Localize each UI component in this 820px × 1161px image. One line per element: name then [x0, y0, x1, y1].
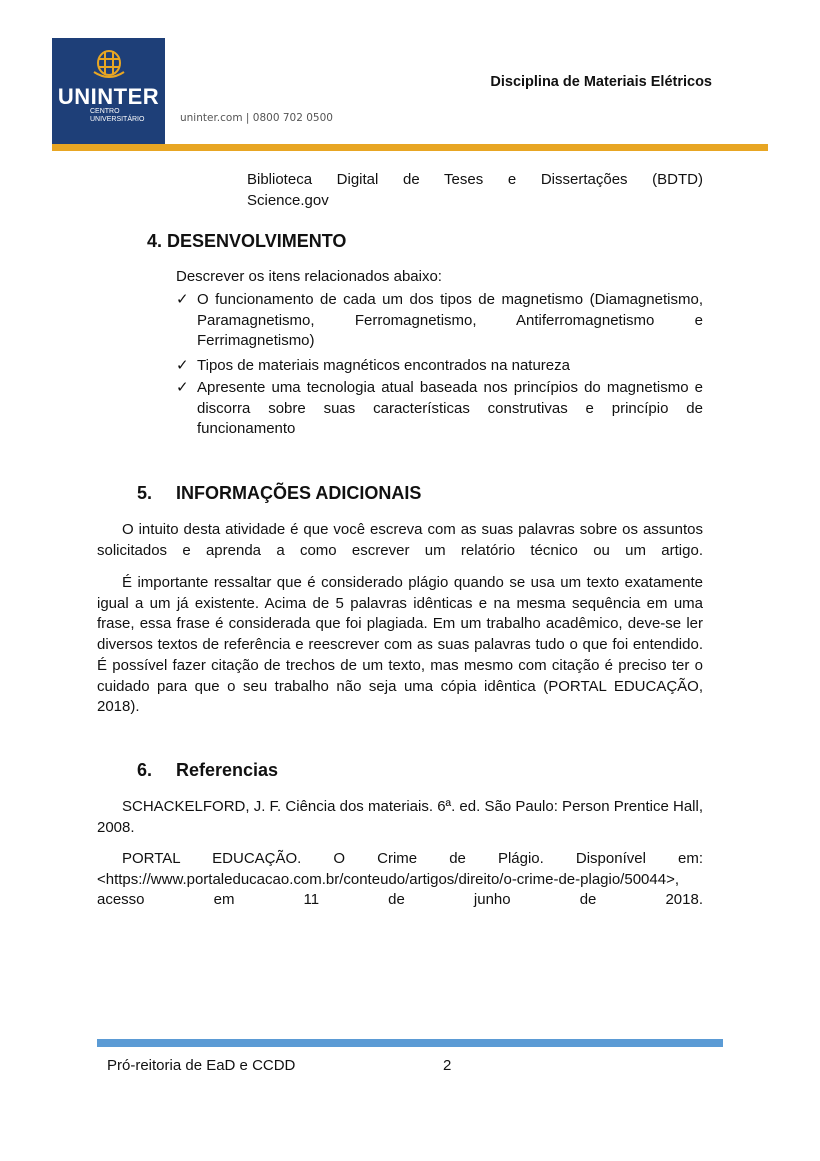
section-6-heading: Referencias: [176, 760, 279, 780]
checkmark-icon: ✓: [176, 379, 189, 396]
section-6-number: 6.: [137, 760, 153, 780]
section-5-heading: INFORMAÇÕES ADICIONAIS: [176, 483, 422, 503]
checklist-item-text: O funcionamento de cada um dos tipos de magnetismo (Diamagnetismo, Paramagnetismo, Ferromagnetismo, Antiferromagnetismo e Ferrimagnetismo): [197, 291, 703, 350]
checkmark-icon: ✓: [176, 291, 189, 308]
checklist-item: [176, 356, 703, 377]
section-4-intro: Descrever os itens relacionados abaixo:: [176, 268, 442, 285]
globe-icon: [92, 48, 126, 80]
top-list-item: Science.gov: [247, 192, 329, 209]
header-contact: uninter.com | 0800 702 0500: [180, 112, 333, 124]
top-list-item: Biblioteca Digital de Teses e Dissertações (BDTD): [247, 171, 703, 188]
checklist-item: [176, 290, 703, 352]
logo-sub-line1: CENTRO: [90, 108, 120, 115]
page-number: 2: [443, 1057, 452, 1074]
footer-left-text: Pró-reitoria de EaD e CCDD: [107, 1057, 296, 1074]
checklist-item-text: Apresente uma tecnologia atual baseada nos princípios do magnetismo e discorra sobre suas características construtivas e princípio de funcionamento: [197, 379, 703, 438]
header-divider: [52, 144, 768, 151]
uninter-logo: [52, 38, 165, 144]
reference-item: SCHACKELFORD, J. F. Ciência dos materiais. 6ª. ed. São Paulo: Person Prentice Hall, 2008.: [97, 798, 703, 836]
header-title: Disciplina de Materiais Elétricos: [490, 74, 712, 90]
checklist-item: [176, 378, 703, 440]
logo-sub-line2: UNIVERSITÁRIO: [90, 116, 145, 123]
checkmark-icon: ✓: [176, 357, 189, 374]
footer-divider: [97, 1039, 723, 1047]
section-4-heading: 4. DESENVOLVIMENTO: [147, 231, 347, 251]
section-5-number: 5.: [137, 483, 153, 503]
reference-item: PORTAL EDUCAÇÃO. O Crime de Plágio. Disponível em: <https://www.portaleducacao.com.br/conteudo/artigos/direito/o-crime-de-plagio/50044>, acesso em 11 de junho de 2018.: [97, 850, 703, 909]
checklist-item-text: Tipos de materiais magnéticos encontrados na natureza: [197, 357, 570, 374]
logo-wordmark: UNINTER: [57, 84, 160, 109]
section-5-paragraph: É importante ressaltar que é considerado plágio quando se usa um texto exatamente igual a um já existente. Acima de 5 palavras idênticas e na mesma sequência em uma frase, essa frase é considerada que foi plagiada. Em um trabalho acadêmico, deve-se ler diversos textos de referência e reescrever com as suas palavras tudo o que foi entendido. É possível fazer citação de trechos de um texto, mas mesmo com citação é preciso ter o cuidado para que o seu trabalho não seja uma cópia idêntica (PORTAL EDUCAÇÃO, 2018).: [97, 574, 703, 716]
section-5-paragraph: O intuito desta atividade é que você escreva com as suas palavras sobre os assuntos solicitados e aprenda a como escrever um relatório técnico ou um artigo.: [97, 521, 703, 559]
